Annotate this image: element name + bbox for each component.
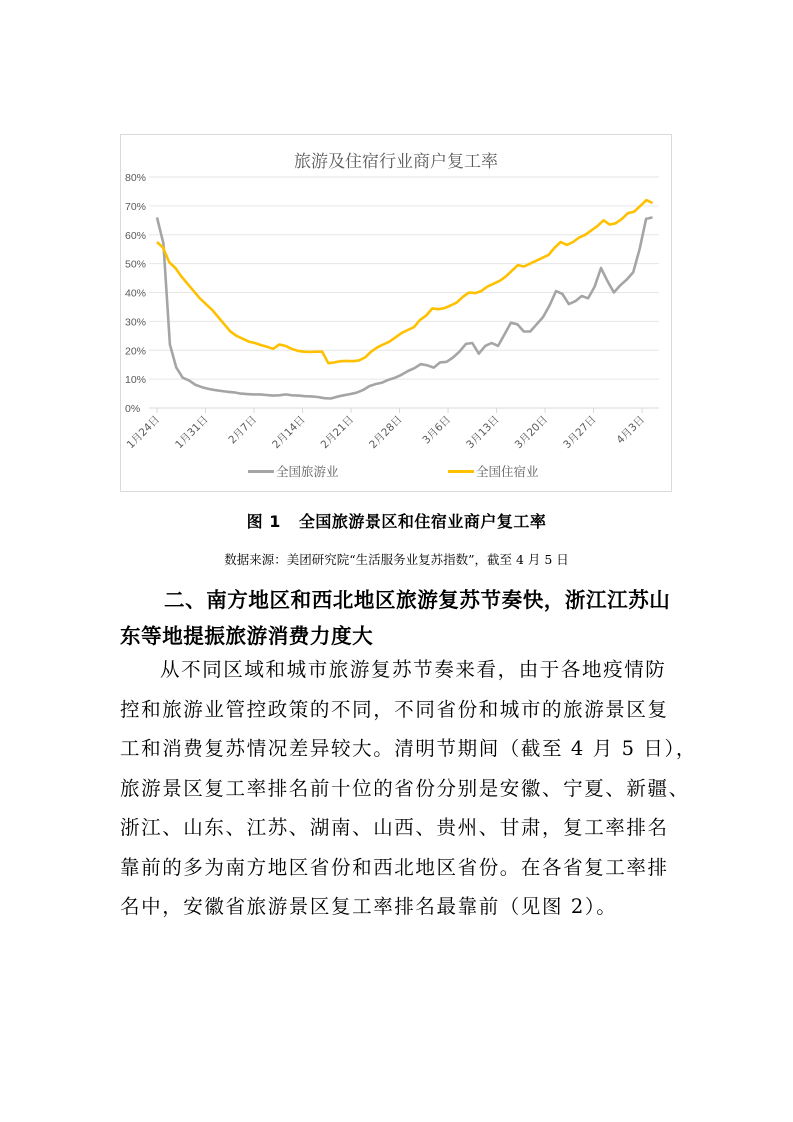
series-line-lodging [157, 200, 653, 363]
x-axis-tick-label: 2月28日 [367, 413, 405, 452]
x-axis-tick-label: 1月24日 [124, 413, 163, 452]
section-heading-line-1: 二、南方地区和西北地区旅游复苏节奏快，浙江江苏山 [164, 588, 671, 612]
legend-swatch-yellow [448, 470, 474, 473]
y-axis-tick-label: 20% [125, 345, 147, 358]
x-axis-tick-label: 2月7日 [226, 413, 260, 447]
x-axis-tick-label: 4月3日 [614, 413, 648, 447]
x-axis-tick-label: 2月21日 [318, 413, 357, 452]
body-paragraph [120, 650, 697, 927]
chart-title: 旅游及住宿行业商户复工率 [294, 152, 498, 172]
x-axis-tick-label: 3月13日 [464, 413, 502, 452]
figure-caption [0, 509, 793, 532]
y-axis-tick-label: 40% [125, 287, 147, 300]
y-axis-tick-label: 80% [125, 172, 147, 184]
chart-container [120, 134, 672, 492]
data-source-note: 数据来源：美团研究院“生活服务业复苏指数”，截至 4 月 5 日 [224, 552, 569, 567]
paragraph-line: 控和旅游业管控政策的不同，不同省份和城市的旅游景区复 [120, 697, 669, 721]
x-axis-tick-label: 1月31日 [173, 413, 211, 452]
legend-label-tourism: 全国旅游业 [276, 464, 339, 479]
paragraph-line: 名中，安徽省旅游景区复工率排名最靠前（见图 2）。 [120, 895, 618, 918]
section-heading-line-2: 东等地提振旅游消费力度大 [120, 624, 374, 648]
x-axis-tick-label: 3月20日 [512, 413, 551, 452]
y-axis-tick-label: 60% [125, 229, 147, 242]
chart-legend [0, 462, 793, 484]
figure-number: 图 1 [246, 512, 281, 531]
x-axis-tick-label: 3月27日 [561, 413, 599, 452]
line-chart [121, 135, 673, 493]
paragraph-line: 旅游景区复工率排名前十位的省份分别是安徽、宁夏、新疆、 [120, 776, 690, 800]
legend-label-lodging: 全国住宿业 [476, 464, 539, 479]
y-axis-tick-label: 10% [125, 374, 147, 387]
legend-item-tourism [248, 462, 339, 480]
y-axis-tick-label: 0% [125, 403, 141, 415]
paragraph-line: 靠前的多为南方地区省份和西北地区省份。在各省复工率排 [120, 855, 669, 879]
paragraph-line: 浙江、山东、江苏、湖南、山西、贵州、甘肃，复工率排名 [120, 816, 669, 839]
legend-item-lodging [448, 462, 539, 480]
y-axis-tick-label: 50% [125, 258, 147, 271]
figure-title: 全国旅游景区和住宿业商户复工率 [298, 512, 547, 531]
legend-swatch-gray [248, 470, 274, 473]
x-axis-tick-label: 2月14日 [270, 413, 308, 452]
series-line-tourism [157, 217, 653, 398]
y-axis-tick-label: 30% [125, 316, 147, 329]
y-axis-tick-label: 70% [125, 200, 147, 213]
section-heading [120, 582, 680, 654]
paragraph-line: 工和消费复苏情况差异较大。清明节期间（截至 4 月 5 日）， [120, 737, 697, 760]
paragraph-line: 从不同区域和城市旅游复苏节奏来看，由于各地疫情防 [160, 658, 667, 681]
x-axis-tick-label: 3月6日 [420, 413, 454, 447]
